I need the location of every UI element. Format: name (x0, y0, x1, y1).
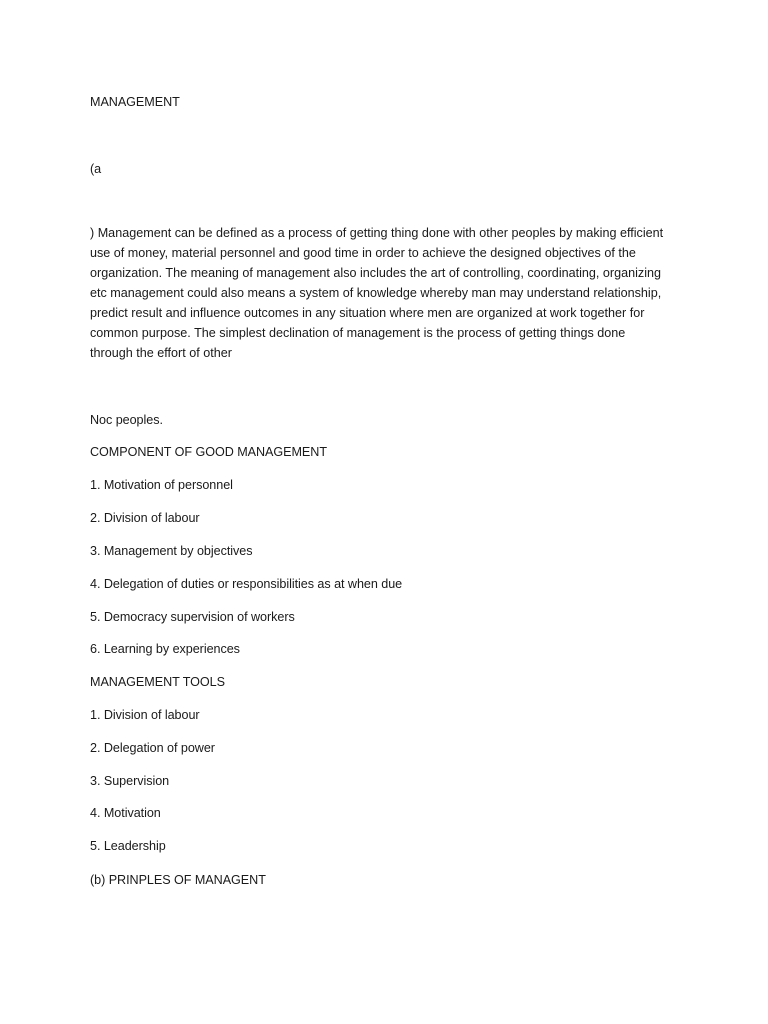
list-item: 6. Learning by experiences (90, 642, 240, 656)
list-item: 1. Motivation of personnel (90, 478, 233, 492)
continuation-text: Noc peoples. (90, 413, 163, 427)
list-item: 3. Supervision (90, 774, 170, 788)
list-item: 2. Division of labour (90, 511, 200, 525)
paragraph-line: ) Management can be defined as a process of getting thing done with other peoples by making efficient (90, 226, 664, 240)
list-item: 1. Division of labour (90, 708, 200, 722)
components-heading: COMPONENT OF GOOD MANAGEMENT (90, 445, 327, 459)
paragraph-line: common purpose. The simplest declination of management is the process of getting things done (90, 326, 626, 340)
list-item: 5. Democracy supervision of workers (90, 610, 295, 624)
list-item: 5. Leadership (90, 839, 166, 853)
list-item: 4. Delegation of duties or responsibilities as at when due (90, 577, 403, 591)
document-title: MANAGEMENT (90, 95, 180, 109)
tools-heading: MANAGEMENT TOOLS (90, 675, 225, 689)
paragraph-line: organization. The meaning of management also includes the art of controlling, coordinating, organizing (90, 266, 662, 280)
definition-paragraph (90, 223, 680, 363)
list-item: 2. Delegation of power (90, 741, 215, 755)
paragraph-line: etc management could also means a system of knowledge whereby man may understand relationship, (90, 286, 662, 300)
paragraph-line: use of money, material personnel and good time in order to achieve the designed objectives of the (90, 246, 636, 260)
list-item: 3. Management by objectives (90, 544, 253, 558)
part-b-heading: (b) PRINPLES OF MANAGENT (90, 873, 266, 887)
list-item: 4. Motivation (90, 806, 161, 820)
part-a-marker: (a (90, 162, 102, 176)
paragraph-line: predict result and influence outcomes in any situation where men are organized at work together for (90, 306, 645, 320)
paragraph-line: through the effort of other (90, 346, 232, 360)
